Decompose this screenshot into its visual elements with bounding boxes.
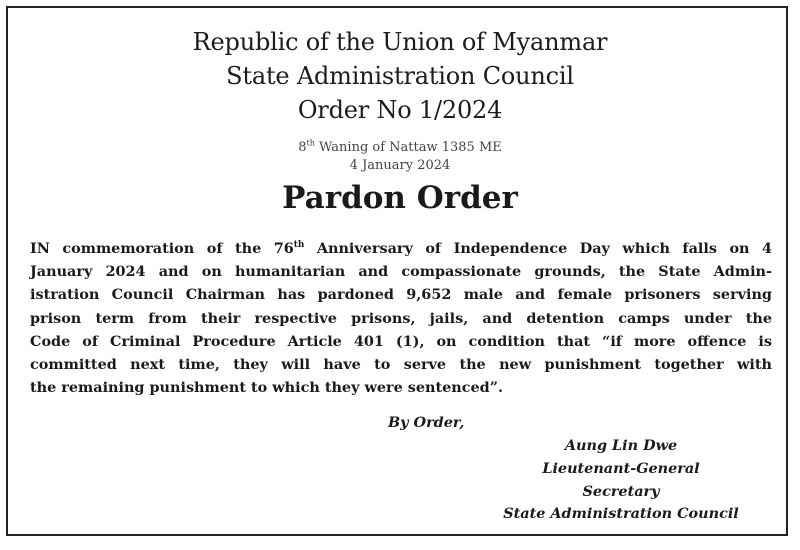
myanmar-date <box>0 140 800 155</box>
signatory-organization: State Administration Council <box>503 505 739 522</box>
body-line-3: istration Council Chairman has pardoned 9,652 male and female prisoners serving <box>30 286 772 304</box>
body-line-2: January 2024 and on humanitarian and compassionate grounds, the State Admin- <box>30 263 772 281</box>
signatory-rank: Lieutenant-General <box>542 460 700 477</box>
body-line-6: committed next time, they will have to serve the new punishment together with <box>30 356 772 374</box>
body-line-7: the remaining punishment to which they were sentenced”. <box>30 379 504 397</box>
header-country: Republic of the Union of Myanmar <box>192 28 608 56</box>
body-line-1-end: Anniversary of Independence Day which falls on 4 <box>304 240 772 257</box>
gregorian-date: 4 January 2024 <box>349 158 451 173</box>
order-body <box>30 237 772 399</box>
header-order-number: Order No 1/2024 <box>297 96 503 124</box>
body-line-1-sup: th <box>293 240 305 251</box>
myanmar-date-day: 8 <box>298 140 307 155</box>
body-line-4: prison term from their respective prisons, jails, and detention camps under the <box>30 309 772 327</box>
document-title: Pardon Order <box>282 180 518 216</box>
myanmar-date-suffix: th <box>306 138 315 148</box>
body-line-1-start: IN commemoration of the 76 <box>30 240 294 257</box>
by-order-line: By Order, <box>388 414 465 431</box>
signatory-position: Secretary <box>582 483 660 500</box>
header-council: State Administration Council <box>226 62 574 90</box>
myanmar-date-rest: Waning of Nattaw 1385 ME <box>314 140 502 155</box>
body-line-5: Code of Criminal Procedure Article 401 (1), on condition that “if more offence is <box>30 332 772 350</box>
signatory-name: Aung Lin Dwe <box>564 437 678 454</box>
body-line-1 <box>30 237 772 260</box>
